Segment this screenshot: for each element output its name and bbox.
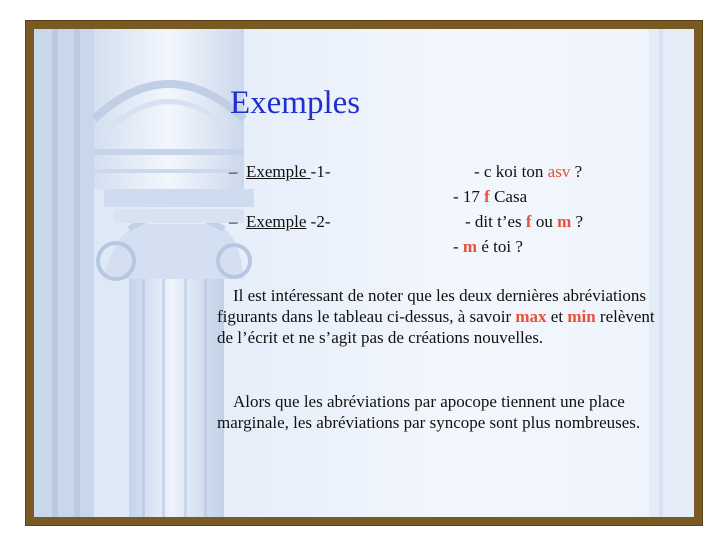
- highlight-word: min: [567, 307, 596, 326]
- line-text: - dit t’es: [465, 212, 526, 231]
- bullet-dash: –: [229, 212, 238, 231]
- paragraph-text: Il est intéressant de noter que les deux dernières abréviations figurants dans le tableau ci-dessus, à savoir: [217, 286, 647, 326]
- highlight-abbrev: asv: [547, 162, 571, 181]
- slide-title: Exemples: [230, 85, 361, 121]
- line-text: Casa: [489, 187, 528, 206]
- line-text: - c koi ton: [474, 162, 548, 181]
- line-text: é toi ?: [477, 237, 523, 256]
- line-text: ou: [531, 212, 558, 231]
- example-2-line-2: [453, 237, 523, 257]
- line-text: - 17: [453, 187, 485, 206]
- highlight-abbrev: f: [525, 212, 532, 231]
- paragraph-text: relèvent de l’écrit et ne s’agit pas de créations nouvelles.: [217, 307, 655, 347]
- highlight-word: max: [515, 307, 547, 326]
- example-2-label-number: -2-: [306, 212, 331, 231]
- example-2-label: [229, 212, 331, 232]
- slide: [34, 29, 694, 517]
- bullet-dash: –: [229, 162, 238, 181]
- paragraph-1: [217, 285, 667, 348]
- column-background-art: [34, 29, 694, 517]
- paragraph-2: Alors que les abréviations par apocope tiennent une place marginale, les abréviations par syncope sont plus nombreuses.: [217, 392, 641, 432]
- line-text: ?: [570, 162, 583, 181]
- highlight-abbrev: f: [484, 187, 490, 206]
- slide-frame: [25, 20, 703, 526]
- highlight-abbrev: m: [462, 237, 478, 256]
- example-2-line-1: [465, 212, 583, 232]
- example-1-line-2: [453, 187, 527, 207]
- example-2-label-underlined: Exemple: [246, 212, 307, 231]
- example-1-label-underlined: Exemple: [246, 162, 311, 181]
- example-1-label-number: -1-: [310, 162, 331, 181]
- line-text: -: [453, 237, 463, 256]
- paragraph-text: et: [546, 307, 568, 326]
- example-1-line-1: [474, 162, 582, 182]
- example-1-label: [229, 162, 331, 182]
- highlight-abbrev: m: [557, 212, 572, 231]
- line-text: ?: [571, 212, 584, 231]
